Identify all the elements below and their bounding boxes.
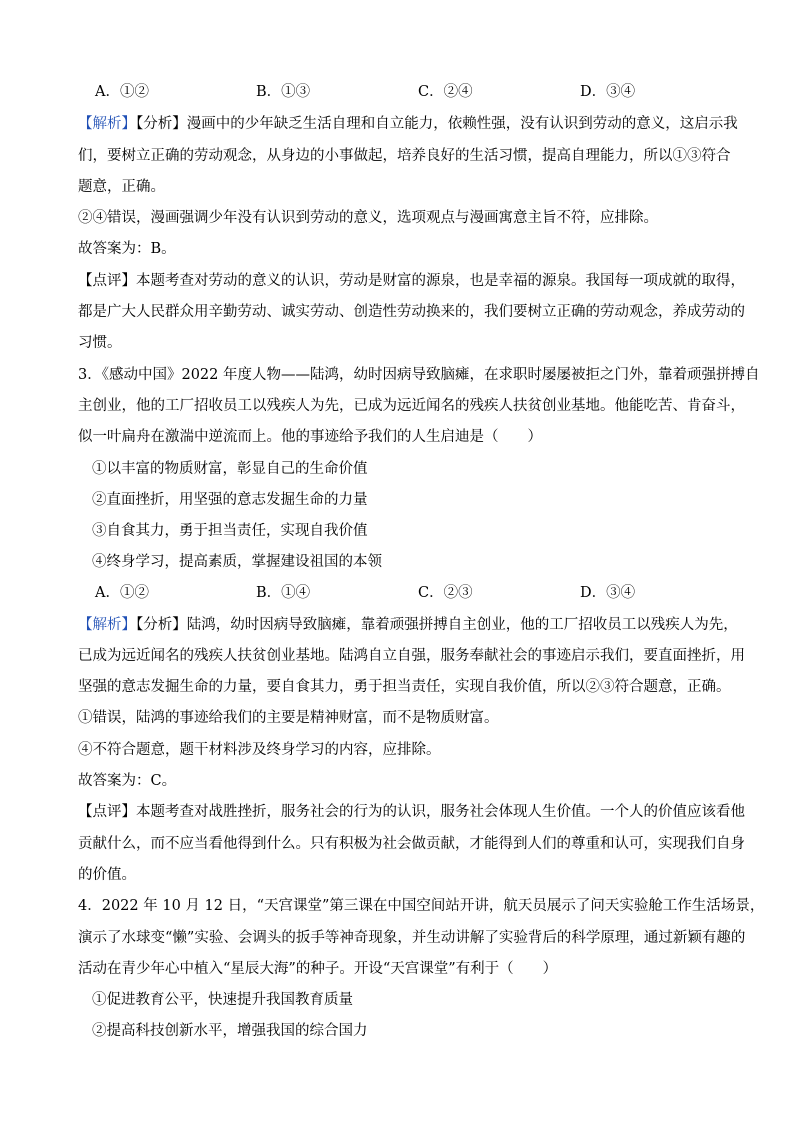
q2-analysis-line: 题意，正确。 <box>78 179 165 195</box>
q3-comment-line: 的价值。 <box>78 867 136 883</box>
q2-comment-line: 习惯。 <box>78 335 122 351</box>
q2-analysis-line <box>78 114 758 134</box>
q3-option-b: B．①④ <box>256 585 311 601</box>
q3-statement: ③自食其力，勇于担当责任，实现自我价值 <box>92 523 368 539</box>
q3-option-a: A．①② <box>95 585 149 601</box>
analysis-tag: 【解析】 <box>78 617 136 633</box>
q3-analysis-line: ④不符合题意，题干材料涉及终身学习的内容，应排除。 <box>78 742 441 758</box>
q4-stem-line: 活动在青少年心中植入“星辰大海”的种子。开设“天宫课堂”有利于（ ） <box>78 961 558 977</box>
q3-option-d: D．③④ <box>580 585 636 601</box>
q3-statement: ①以丰富的物质财富，彰显自己的生命价值 <box>92 461 368 477</box>
q3-analysis-line: 已成为远近闻名的残疾人扶贫创业基地。陆鸿自立自强，服务奉献社会的事迹启示我们，要直面挫折，用 <box>78 648 745 664</box>
q3-option-c: C．②③ <box>418 585 473 601</box>
q3-answer: 故答案为：C。 <box>78 773 177 789</box>
q2-option-b: B．①③ <box>256 84 311 100</box>
q2-analysis-line: ②④错误，漫画强调少年没有认识到劳动的意义，选项观点与漫画寓意主旨不符，应排除。 <box>78 210 658 226</box>
q2-option-a: A．①② <box>95 84 149 100</box>
q2-comment-line: 都是广大人民群众用辛勤劳动、诚实劳动、创造性劳动换来的，我们要树立正确的劳动观念，养成劳动的 <box>78 304 745 320</box>
q2-option-c: C．②④ <box>418 84 473 100</box>
q3-analysis-line: 坚强的意志发掘生命的力量，要自食其力，勇于担当责任，实现自我价值，所以②③符合题意，正确。 <box>78 679 731 695</box>
q2-option-d: D．③④ <box>580 84 636 100</box>
q3-stem-line: 主创业，他的工厂招收员工以残疾人为先，已成为远近闻名的残疾人扶贫创业基地。他能吃苦、肯奋斗， <box>78 398 745 414</box>
q4-statement: ①促进教育公平，快速提升我国教育质量 <box>92 992 353 1008</box>
q3-stem-line: 似一叶扁舟在激湍中逆流而上。他的事迹给予我们的人生启迪是（ ） <box>78 429 542 445</box>
q4-stem-line: 4．2022 年 10 月 12 日，“天宫课堂”第三课在中国空间站开讲，航天员展示了问天实验舱工作生活场景， <box>78 898 765 914</box>
q3-statement: ④终身学习，提高素质，掌握建设祖国的本领 <box>92 554 382 570</box>
q4-statement: ②提高科技创新水平，增强我国的综合国力 <box>92 1023 368 1039</box>
q3-analysis-text: 【分析】陆鸿，幼时因病导致脑瘫，靠着顽强拼搏自主创业，他的工厂招收员工以残疾人为先， <box>136 617 738 633</box>
q3-analysis-line: ①错误，陆鸿的事迹给我们的主要是精神财富，而不是物质财富。 <box>78 710 499 726</box>
q2-answer: 故答案为：B。 <box>78 241 176 257</box>
q3-comment-line: 【点评】本题考查对战胜挫折，服务社会的行为的认识，服务社会体现人生价值。一个人的价值应该看他 <box>78 804 745 820</box>
analysis-tag: 【解析】 <box>78 116 136 132</box>
q3-statement: ②直面挫折，用坚强的意志发掘生命的力量 <box>92 492 368 508</box>
q2-comment-line: 【点评】本题考查对劳动的意义的认识，劳动是财富的源泉，也是幸福的源泉。我国每一项成就的取得， <box>78 273 745 289</box>
q3-stem-line: 3．《感动中国》2022 年度人物——陆鸿，幼时因病导致脑瘫，在求职时屡屡被拒之门外，靠着顽强拼搏自 <box>78 367 760 383</box>
q2-analysis-text: 【分析】漫画中的少年缺乏生活自理和自立能力，依赖性强，没有认识到劳动的意义，这启示我 <box>136 116 738 132</box>
q2-analysis-line: 们，要树立正确的劳动观念，从身边的小事做起，培养良好的生活习惯，提高自理能力，所以①③符合 <box>78 148 731 164</box>
q3-comment-line: 贡献什么，而不应当看他得到什么。只有积极为社会做贡献，才能得到人们的尊重和认可，实现我们自身 <box>78 836 745 852</box>
q4-stem-line: 演示了水球变“懒”实验、会调头的扳手等神奇现象，并生动讲解了实验背后的科学原理，通过新颖有趣的 <box>78 930 746 946</box>
q3-analysis-line <box>78 615 758 635</box>
